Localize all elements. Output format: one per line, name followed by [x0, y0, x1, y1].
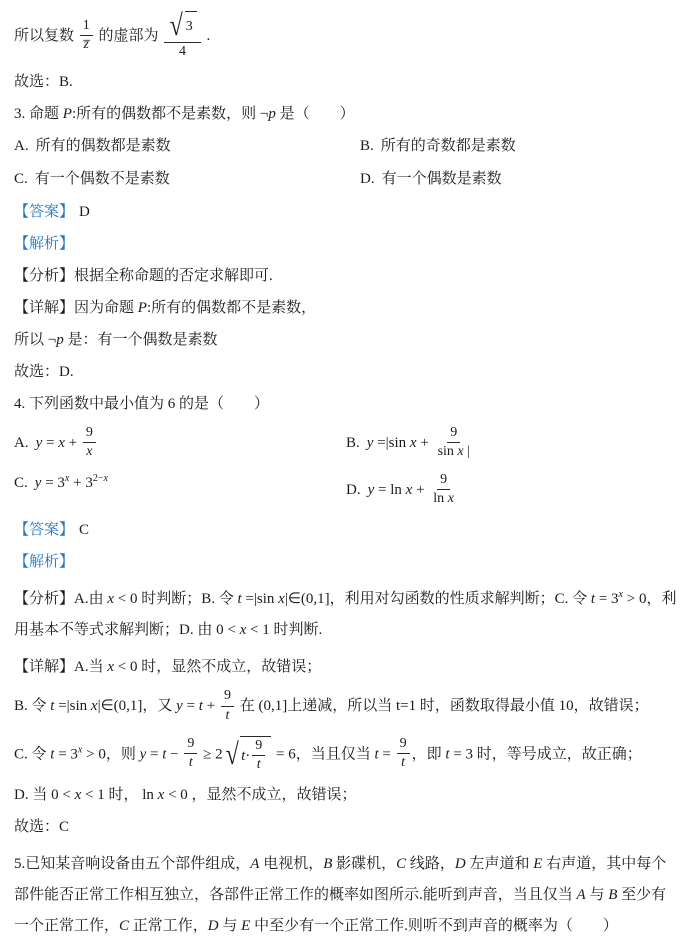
- q4-option-a-label: A.: [14, 435, 29, 452]
- q4-detail-a: 【详解】A.当 x < 0 时，显然不成立，故错误；: [14, 659, 322, 676]
- q4-detail-c: C. 令 $t = 3^x > 0$，则 y = t − $\frac{9}{t}$ ≥ 2 √ t · $\frac{9}{t}$ = 6，当且仅当 t = $\frac{9}{t}$ ，即 t = 3 时，等号成立，故正确；: [14, 736, 678, 774]
- q4-option-c-formula: $y = 3^x + 3^{2-x}$: [34, 473, 108, 492]
- q3-options-row-2: [14, 169, 678, 190]
- q3-answer-value: D: [79, 204, 90, 221]
- q4-options-row-2: [14, 473, 678, 508]
- q3-option-c-text: 有一个偶数不是素数: [34, 171, 170, 188]
- q3-analysis: 【分析】根据全称命题的否定求解即可.: [14, 268, 273, 285]
- q4-option-d-label: D.: [346, 482, 361, 499]
- q4-option-b-formula: y =|sin x + $\frac{9}{\text{sin x |}}$: [366, 425, 470, 460]
- q5-stem: 5.已知某音响设备由五个部件组成，A 电视机，B 影碟机，C 线路，D 左声道和 E 右声道，其中每个部件能否正常工作相互独立，各部件正常工作的概率如图所示.能听到声音，当且仅当 A 与 B 至少有一个正常工作，C 正常工作，D 与 E 中至少有一个正常工作.则听不到声音的概率为（ ）: [14, 855, 667, 934]
- q3-option-a-text: 所有的偶数都是素数: [35, 138, 171, 155]
- q3-option-c: [14, 169, 360, 190]
- q3-option-a: [14, 136, 360, 157]
- q4-option-c-label: C.: [14, 475, 28, 492]
- q2-conclusion: 所以复数 $\frac{1}{z̅}$ 的虚部为 √ 3 4 .: [14, 9, 211, 59]
- q4-option-a-formula: y = x + $\frac{9}{x}$: [36, 426, 98, 461]
- q3-option-d-text: 有一个偶数是素数: [381, 171, 502, 188]
- q3-jiexi-tag: 【解析】: [14, 236, 75, 253]
- q4-option-d: [346, 473, 678, 508]
- q4-jiexi-tag: 【解析】: [14, 554, 75, 571]
- q3-options-row-1: [14, 136, 678, 157]
- q3-option-b-label: B.: [360, 138, 374, 155]
- q3-option-c-label: C.: [14, 171, 28, 188]
- q4-detail-b: B. 令 t =|sin x|∈(0,1]，又 y = t + $\frac{9}{t}$ 在 (0,1]上递减，所以当 t=1 时，函数取得最小值 10，故错误；: [14, 688, 649, 723]
- q3-answer-line: [14, 202, 678, 223]
- q4-answer-line: [14, 520, 678, 541]
- q4-stem: 4. 下列函数中最小值为 6 的是（ ）: [14, 396, 270, 413]
- q3-option-b-text: 所有的奇数都是素数: [380, 138, 516, 155]
- q4-option-d-formula: y = ln x + $\frac{9}{\text{ln x}}$: [367, 472, 454, 507]
- q4-option-a: [14, 426, 346, 461]
- q2-choose: 故选：B.: [14, 74, 73, 91]
- q3-option-d-label: D.: [360, 171, 375, 188]
- q4-option-b-label: B.: [346, 435, 360, 452]
- q4-answer-value: C: [79, 522, 90, 539]
- q3-option-d: [360, 169, 678, 190]
- q4-analysis: 【分析】A.由 x < 0 时判断；B. 令 t =|sin x|∈(0,1]，利用对勾函数的性质求解判断；C. 令 $t = 3^x > 0$，利用基本不等式求解判断；D. 由 0 < x < 1 时判断.: [14, 589, 677, 639]
- q3-answer-tag: 【答案】: [14, 204, 75, 221]
- q3-conclusion: 所以 ¬p 是：有一个偶数是素数: [14, 332, 218, 349]
- q3-jiexi-line: [14, 234, 678, 255]
- q4-option-b: [346, 426, 678, 461]
- q3-detail: 【详解】因为命题 P:所有的偶数都不是素数，: [14, 300, 317, 317]
- q3-choose: 故选：D.: [14, 364, 74, 381]
- q3-option-b: [360, 136, 678, 157]
- q4-answer-tag: 【答案】: [14, 522, 75, 539]
- q3-stem: 3. 命题 P:所有的偶数都不是素数，则 ¬p 是（ ）: [14, 106, 355, 123]
- q4-options-row-1: [14, 426, 678, 461]
- q3-option-a-label: A.: [14, 138, 29, 155]
- q4-jiexi-line: [14, 552, 678, 573]
- q4-detail-d: D. 当 0 < x < 1 时， ln x < 0 ，显然不成立，故错误；: [14, 786, 357, 803]
- q4-option-c: [14, 473, 346, 494]
- q4-choose: 故选：C: [14, 818, 70, 835]
